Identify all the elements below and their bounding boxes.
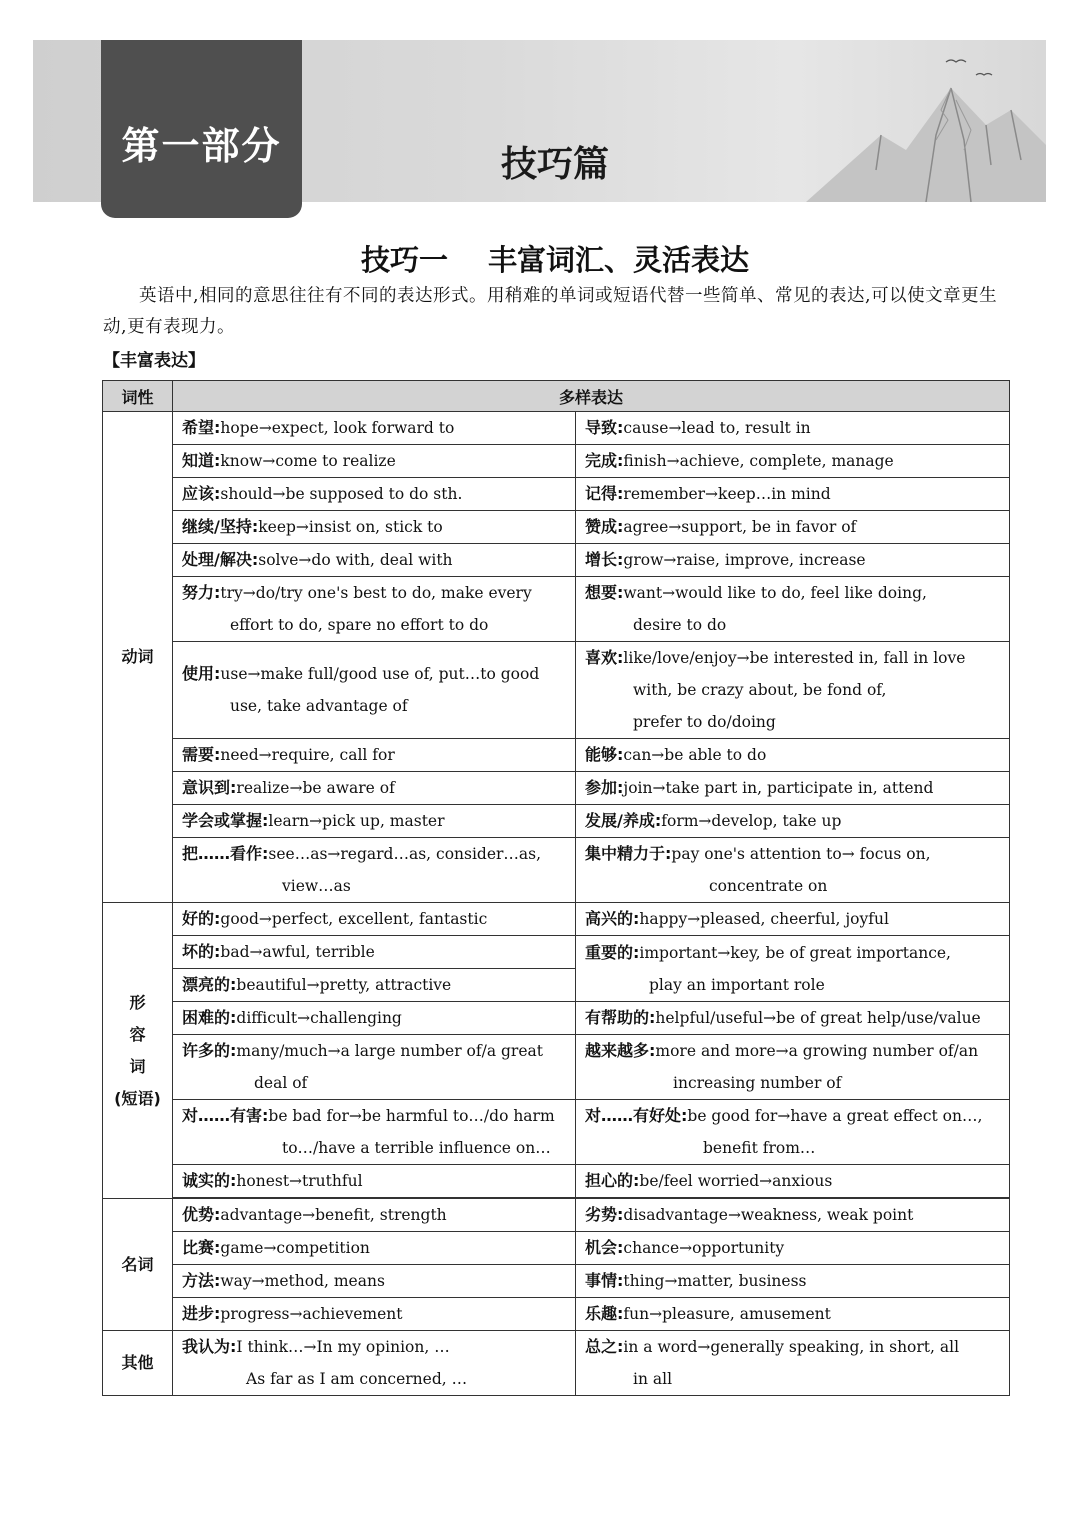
table-cell: 好的:good→perfect, excellent, fantastic — [173, 903, 576, 936]
table-cell: 有帮助的:helpful/useful→be of great help/use/value — [576, 1002, 1010, 1035]
table-cell: 意识到:realize→be aware of — [173, 772, 576, 805]
table-row — [103, 1199, 1010, 1232]
table-row — [103, 1165, 1010, 1198]
group-other: 其他 — [103, 1331, 173, 1396]
table-cell: 对……有好处:be good for→have a great effect on…, benefit from… — [576, 1100, 1010, 1165]
table-row — [103, 511, 1010, 544]
table-cell: 处理/解决:solve→do with, deal with — [173, 544, 576, 577]
table-row — [103, 1002, 1010, 1035]
table-row — [103, 1265, 1010, 1298]
table-cell: 导致:cause→lead to, result in — [576, 412, 1010, 445]
part-label: 第一部分 — [101, 40, 302, 218]
table-row — [103, 1100, 1010, 1165]
table-cell: 知道:know→come to realize — [173, 445, 576, 478]
table-cell: 努力:try→do/try one's best to do, make every effort to do, spare no effort to do — [173, 577, 576, 642]
table-row — [103, 1331, 1010, 1396]
table-row — [103, 1298, 1010, 1331]
table-cell: 学会或掌握:learn→pick up, master — [173, 805, 576, 838]
banner-title: 技巧篇 — [500, 144, 609, 185]
group-adj-label: 形容词 — [129, 992, 146, 1076]
table-row — [103, 445, 1010, 478]
table-cell: 赞成:agree→support, be in favor of — [576, 511, 1010, 544]
table-cell: 喜欢:like/love/enjoy→be interested in, fall in love with, be crazy about, be fond of, prefer to do/doing — [576, 642, 1010, 739]
group-verb: 动词 — [103, 412, 173, 903]
table-cell: 优势:advantage→benefit, strength — [173, 1199, 576, 1232]
table-row — [103, 936, 1010, 969]
table-cell: 使用:use→make full/good use of, put…to good use, take advantage of — [173, 642, 576, 739]
table-cell: 高兴的:happy→pleased, cheerful, joyful — [576, 903, 1010, 936]
table-cell: 困难的:difficult→challenging — [173, 1002, 576, 1035]
table-row — [103, 544, 1010, 577]
table-cell: 诚实的:honest→truthful — [173, 1165, 576, 1198]
table-cell: 方法:way→method, means — [173, 1265, 576, 1298]
section-title-topic: 丰富词汇、灵活表达 — [488, 243, 750, 277]
table-cell: 许多的:many/much→a large number of/a great deal of — [173, 1035, 576, 1100]
table-row — [103, 478, 1010, 511]
group-adj — [103, 903, 173, 1199]
table-cell: 对……有害:be bad for→be harmful to…/do harm to…/have a terrible influence on… — [173, 1100, 576, 1165]
table-row — [103, 577, 1010, 642]
intro-paragraph: 英语中,相同的意思往往有不同的表达形式。用稍难的单词或短语代替一些简单、常见的表达,可以使文章更生动,更有表现力。 — [103, 286, 998, 337]
table-cell: 参加:join→take part in, participate in, attend — [576, 772, 1010, 805]
table-cell: 机会:chance→opportunity — [576, 1232, 1010, 1265]
table-cell: 记得:remember→keep…in mind — [576, 478, 1010, 511]
table-header-row — [103, 381, 1010, 412]
section-title-number: 技巧一 — [360, 243, 448, 277]
table-cell: 漂亮的:beautiful→pretty, attractive — [173, 969, 576, 1002]
table-cell: 乐趣:fun→pleasure, amusement — [576, 1298, 1010, 1331]
subhead: 【丰富表达】 — [103, 351, 205, 371]
table-row — [103, 739, 1010, 772]
header-pos: 词性 — [103, 381, 173, 412]
table-cell: 能够:can→be able to do — [576, 739, 1010, 772]
table-cell: 总之:in a word→generally speaking, in short, all in all — [576, 1331, 1010, 1396]
group-adj-note: (短语) — [114, 1088, 161, 1108]
table-row — [103, 903, 1010, 936]
section-title — [0, 238, 1080, 279]
table-cell: 增长:grow→raise, improve, increase — [576, 544, 1010, 577]
table-cell: 越来越多:more and more→a growing number of/an increasing number of — [576, 1035, 1010, 1100]
table-cell: 集中精力于:pay one's attention to→ focus on, concentrate on — [576, 838, 1010, 903]
table-row — [103, 838, 1010, 903]
table-cell: 希望:hope→expect, look forward to — [173, 412, 576, 445]
table-row — [103, 1232, 1010, 1265]
table-cell: 应该:should→be supposed to do sth. — [173, 478, 576, 511]
table-row — [103, 805, 1010, 838]
table-cell: 劣势:disadvantage→weakness, weak point — [576, 1199, 1010, 1232]
table-cell: 坏的:bad→awful, terrible — [173, 936, 576, 969]
table-cell: 继续/坚持:keep→insist on, stick to — [173, 511, 576, 544]
mountain-illustration — [786, 40, 1046, 202]
table-cell: 重要的:important→key, be of great importance, play an important role — [576, 936, 1010, 1002]
group-noun: 名词 — [103, 1199, 173, 1331]
table-cell: 事情:thing→matter, business — [576, 1265, 1010, 1298]
table-cell: 需要:need→require, call for — [173, 739, 576, 772]
expression-table — [102, 380, 1010, 1396]
table-cell: 我认为:I think…→In my opinion, … As far as I am concerned, … — [173, 1331, 576, 1396]
table-cell: 完成:finish→achieve, complete, manage — [576, 445, 1010, 478]
table-cell: 进步:progress→achievement — [173, 1298, 576, 1331]
table-cell: 把……看作:see…as→regard…as, consider…as, view…as — [173, 838, 576, 903]
table-row — [103, 1035, 1010, 1100]
table-cell: 比赛:game→competition — [173, 1232, 576, 1265]
header-exprs: 多样表达 — [173, 381, 1010, 412]
table-cell: 担心的:be/feel worried→anxious — [576, 1165, 1010, 1198]
table-row — [103, 772, 1010, 805]
table-row — [103, 412, 1010, 445]
table-cell: 发展/养成:form→develop, take up — [576, 805, 1010, 838]
table-row — [103, 642, 1010, 739]
table-cell: 想要:want→would like to do, feel like doing, desire to do — [576, 577, 1010, 642]
